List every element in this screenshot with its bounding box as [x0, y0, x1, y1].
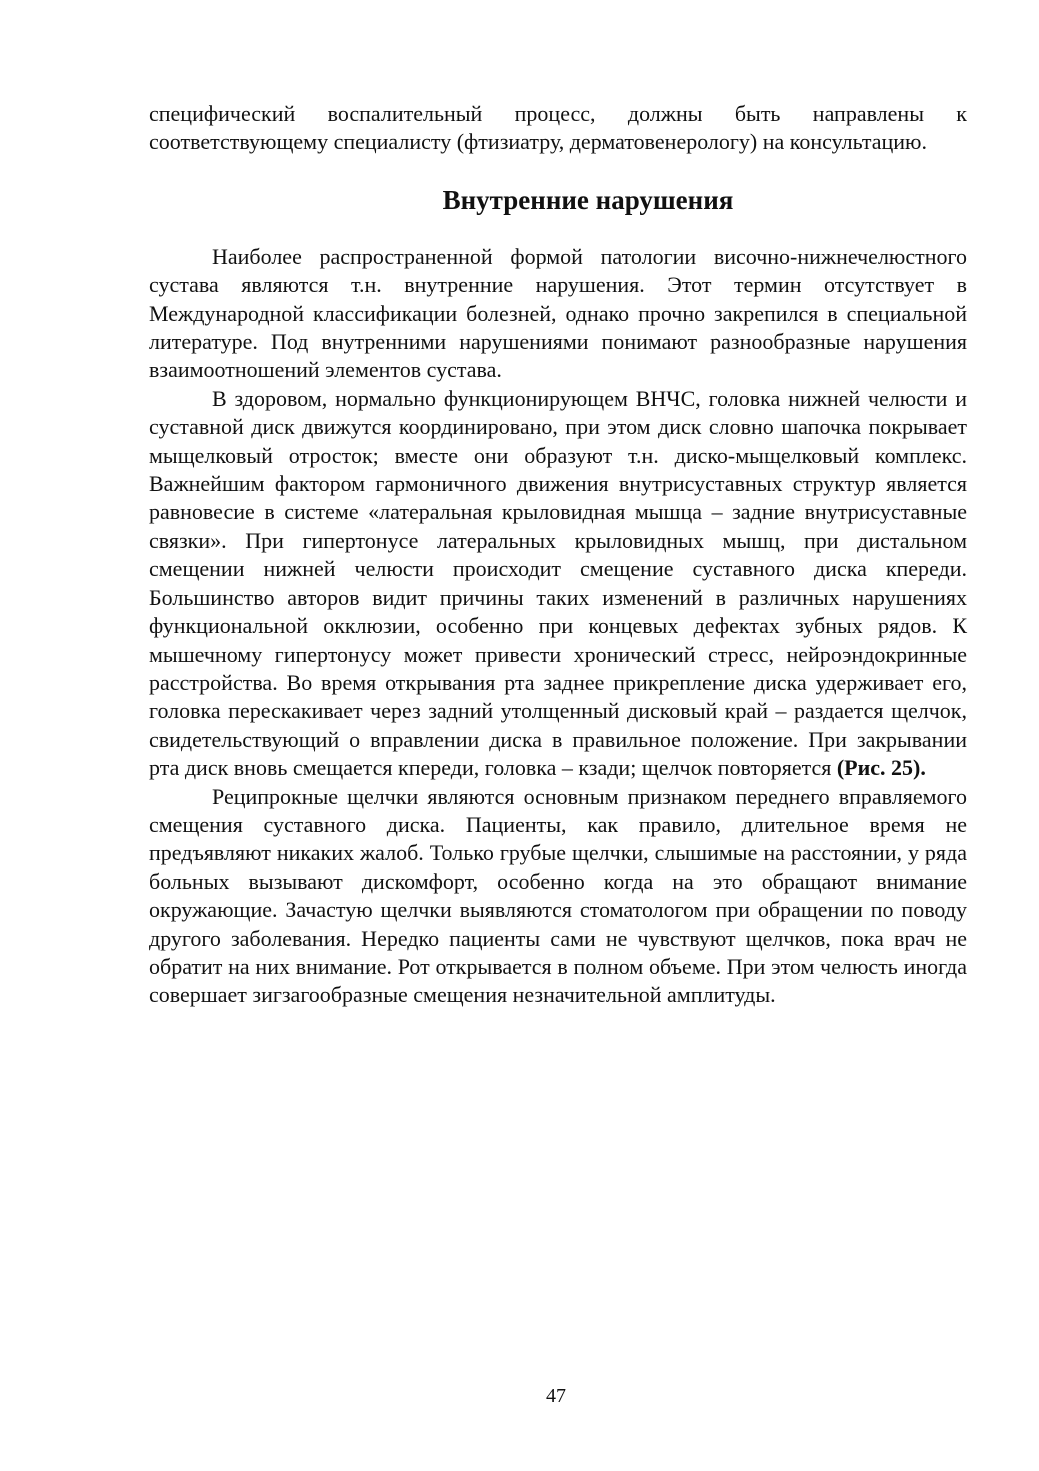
page-number: 47: [546, 1385, 566, 1407]
paragraph-2: [149, 385, 967, 783]
paragraph-2-text: В здоровом, нормально функционирующем ВНЧС, головка нижней челюсти и суставной диск движутся координировано, при этом диск словно шапочка покрывает мыщелковый отросток; вместе они образуют т.н. диско-мыщелковый комплекс. Важнейшим фактором гармоничного движения внутрисуставных структур является равновесие в системе «латеральная крыловидная мышца – задние внутрисуставные связки». При гипертонусе латеральных крыловидных мышц, при дистальном смещении нижней челюсти происходит смещение суставного диска кпереди. Большинство авторов видит причины таких изменений в различных нарушениях функциональной окклюзии, особенно при концевых дефектах зубных рядов. К мышечному гипертонусу может привести хронический стресс, нейроэндокринные расстройства. Во время открывания рта заднее прикрепление диска удерживает его, головка перескакивает через задний утолщенный дисковый край – раздается щелчок, свидетельствующий о вправлении диска в правильное положение. При закрывании рта диск вновь смещается кпереди, головка – кзади; щелчок повторяется: [149, 385, 967, 781]
section-heading: Внутренние нарушения: [442, 184, 734, 215]
page-body: [149, 100, 967, 1010]
figure-reference: (Рис. 25).: [836, 755, 926, 781]
paragraph-3: Реципрокные щелчки являются основным признаком переднего вправляемого смещения суставного диска. Пациенты, как правило, длительное время не предъявляют никаких жалоб. Только грубые щелчки, слышимые на расстоянии, у ряда больных вызывают дискомфорт, особенно когда на это обращают внимание окружающие. Зачастую щелчки выявляются стоматологом при обращении по поводу другого заболевания. Нередко пациенты сами не чувствуют щелчков, пока врач не обратит на них внимание. Рот открывается в полном объеме. При этом челюсть иногда совершает зигзагообразные смещения незначительной амплитуды.: [149, 783, 967, 1008]
continuation-paragraph: специфический воспалительный процесс, должны быть направлены к соответствующему специалисту (фтизиатру, дерматовенерологу) на консультацию.: [149, 101, 967, 155]
paragraph-1: Наиболее распространенной формой патологии височно-нижнечелюстного сустава являются т.н. внутренние нарушения. Этот термин отсутствует в Международной классификации болезней, однако прочно закрепился в специальной литературе. Под внутренними нарушениями понимают разнообразные нарушения взаимоотношений элементов сустава.: [149, 243, 967, 383]
